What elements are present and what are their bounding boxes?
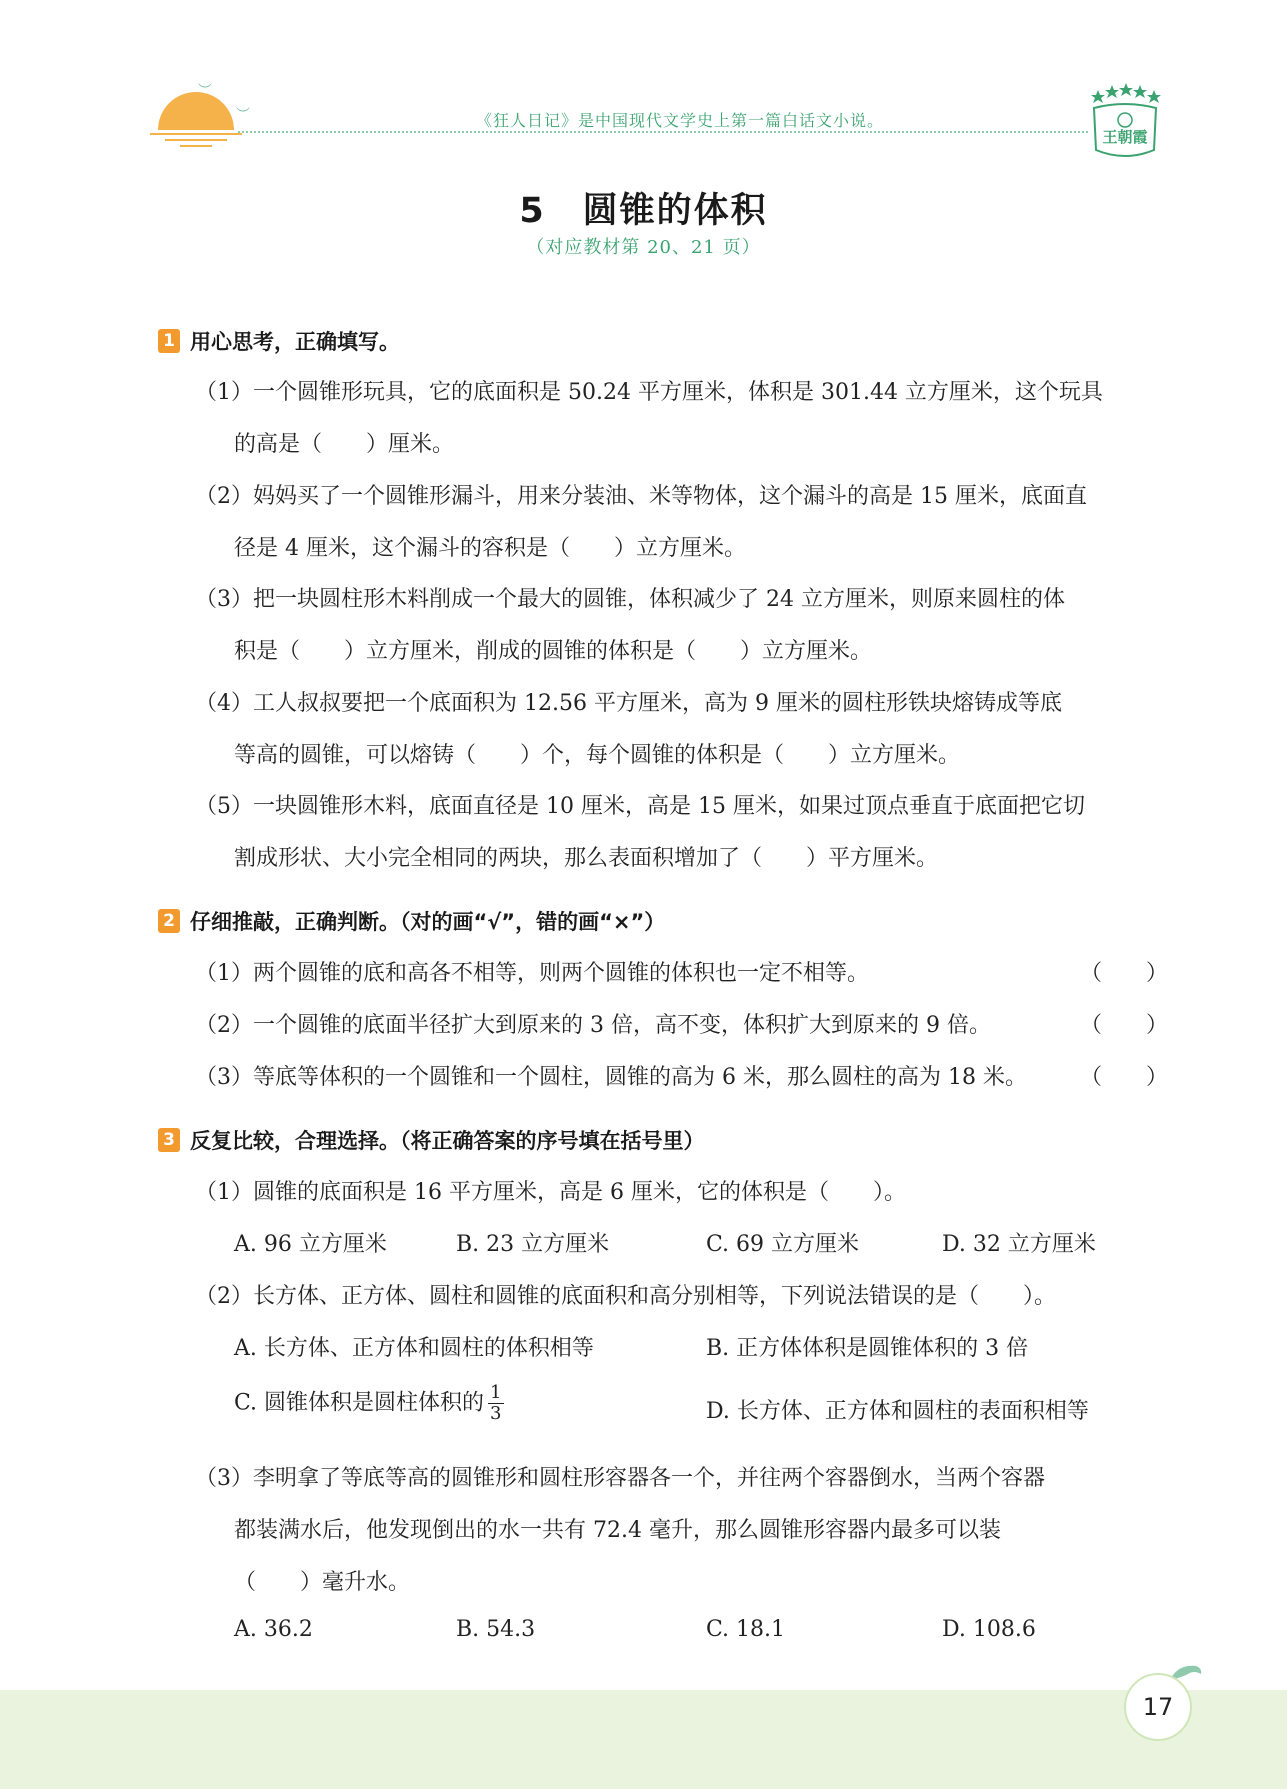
horizon-line — [180, 145, 212, 147]
bird-icon: ︶ — [236, 107, 250, 123]
brand-logo — [1088, 80, 1162, 166]
option-c-text: C. 圆锥体积是圆柱体积的 — [234, 1390, 485, 1416]
option-a: A. 36.2 — [234, 1617, 313, 1642]
section-number-badge: 2 — [158, 909, 180, 933]
header-quote: 《狂人日记》是中国现代文学史上第一篇白话文小说。 — [475, 111, 884, 130]
footer-band — [0, 1690, 1287, 1789]
section-2-heading — [158, 906, 665, 936]
question-line: 径是 4 厘米，这个漏斗的容积是（ ）立方厘米。 — [234, 536, 746, 561]
section-title: 仔细推敲，正确判断。（对的画“√”，错的画“×”） — [190, 910, 666, 934]
question-line: 的高是（ ）厘米。 — [234, 432, 455, 457]
option-d: D. 长方体、正方体和圆柱的表面积相等 — [706, 1399, 1089, 1424]
question-line: 割成形状、大小完全相同的两块，那么表面积增加了（ ）平方厘米。 — [234, 846, 939, 871]
judgement-item: （3）等底等体积的一个圆锥和一个圆柱，圆锥的高为 6 米，那么圆柱的高为 18 米。 — [195, 1065, 1027, 1090]
section-number-badge: 3 — [158, 1128, 180, 1152]
fraction-denominator: 3 — [490, 1403, 502, 1424]
fraction-numerator: 1 — [490, 1382, 502, 1403]
question-line: （3）李明拿了等底等高的圆锥形和圆柱形容器各一个，并往两个容器倒水，当两个容器 — [195, 1466, 1045, 1491]
section-title: 反复比较，合理选择。（将正确答案的序号填在括号里） — [190, 1129, 705, 1153]
question-line: 等高的圆锥，可以熔铸（ ）个，每个圆锥的体积是（ ）立方厘米。 — [234, 743, 961, 768]
question-line: 积是（ ）立方厘米，削成的圆锥的体积是（ ）立方厘米。 — [234, 639, 873, 664]
option-b: B. 23 立方厘米 — [456, 1232, 610, 1257]
page-title: 5 圆锥的体积 — [519, 191, 768, 231]
question-line: 都装满水后，他发现倒出的水一共有 72.4 毫升，那么圆锥形容器内最多可以装 — [234, 1518, 1001, 1543]
horizon-line — [165, 139, 227, 141]
option-b: B. 54.3 — [456, 1617, 536, 1642]
option-c: C. 18.1 — [706, 1617, 786, 1642]
option-a: A. 长方体、正方体和圆柱的体积相等 — [234, 1336, 594, 1361]
answer-paren[interactable]: （ ） — [1080, 1065, 1169, 1090]
option-a: A. 96 立方厘米 — [234, 1232, 387, 1257]
question-line: （4）工人叔叔要把一个底面积为 12.56 平方厘米，高为 9 厘米的圆柱形铁块熔铸成等底 — [195, 691, 1062, 716]
logo-text: 王朝霞 — [1102, 128, 1148, 146]
judgement-item: （1）两个圆锥的底和高各不相等，则两个圆锥的体积也一定不相等。 — [195, 961, 869, 986]
question-line: （ ）毫升水。 — [234, 1570, 411, 1595]
sunset-decoration — [158, 92, 234, 130]
page-number: 17 — [1124, 1673, 1192, 1741]
option-c: C. 69 立方厘米 — [706, 1232, 860, 1257]
choice-question: （1）圆锥的底面积是 16 平方厘米，高是 6 厘米，它的体积是（ ）。 — [195, 1180, 906, 1205]
option-d: D. 32 立方厘米 — [942, 1232, 1096, 1257]
page-subtitle: （对应教材第 20、21 页） — [526, 237, 761, 258]
section-title: 用心思考，正确填写。 — [190, 330, 400, 354]
choice-question: （2）长方体、正方体、圆柱和圆锥的底面积和高分别相等，下列说法错误的是（ ）。 — [195, 1284, 1057, 1309]
horizon-line — [150, 133, 242, 135]
section-number-badge: 1 — [158, 329, 180, 353]
question-line: （1）一个圆锥形玩具，它的底面积是 50.24 平方厘米，体积是 301.44 立方厘米，这个玩具 — [195, 380, 1103, 405]
answer-paren[interactable]: （ ） — [1080, 961, 1169, 986]
header-rule — [238, 131, 1088, 133]
question-line: （2）妈妈买了一个圆锥形漏斗，用来分装油、米等物体，这个漏斗的高是 15 厘米，底面直 — [195, 484, 1087, 509]
question-line: （3）把一块圆柱形木料削成一个最大的圆锥，体积减少了 24 立方厘米，则原来圆柱的体 — [195, 587, 1065, 612]
question-line: （5）一块圆锥形木料，底面直径是 10 厘米，高是 15 厘米，如果过顶点垂直于底面把它切 — [195, 794, 1085, 819]
option-c — [234, 1383, 504, 1424]
answer-paren[interactable]: （ ） — [1080, 1013, 1169, 1038]
section-3-heading — [158, 1125, 705, 1155]
judgement-item: （2）一个圆锥的底面半径扩大到原来的 3 倍，高不变，体积扩大到原来的 9 倍。 — [195, 1013, 991, 1038]
bird-icon: ︶ — [198, 83, 212, 99]
section-1-heading — [158, 326, 400, 356]
option-b: B. 正方体体积是圆锥体积的 3 倍 — [706, 1336, 1029, 1361]
option-d: D. 108.6 — [942, 1617, 1036, 1642]
fraction — [488, 1383, 503, 1424]
